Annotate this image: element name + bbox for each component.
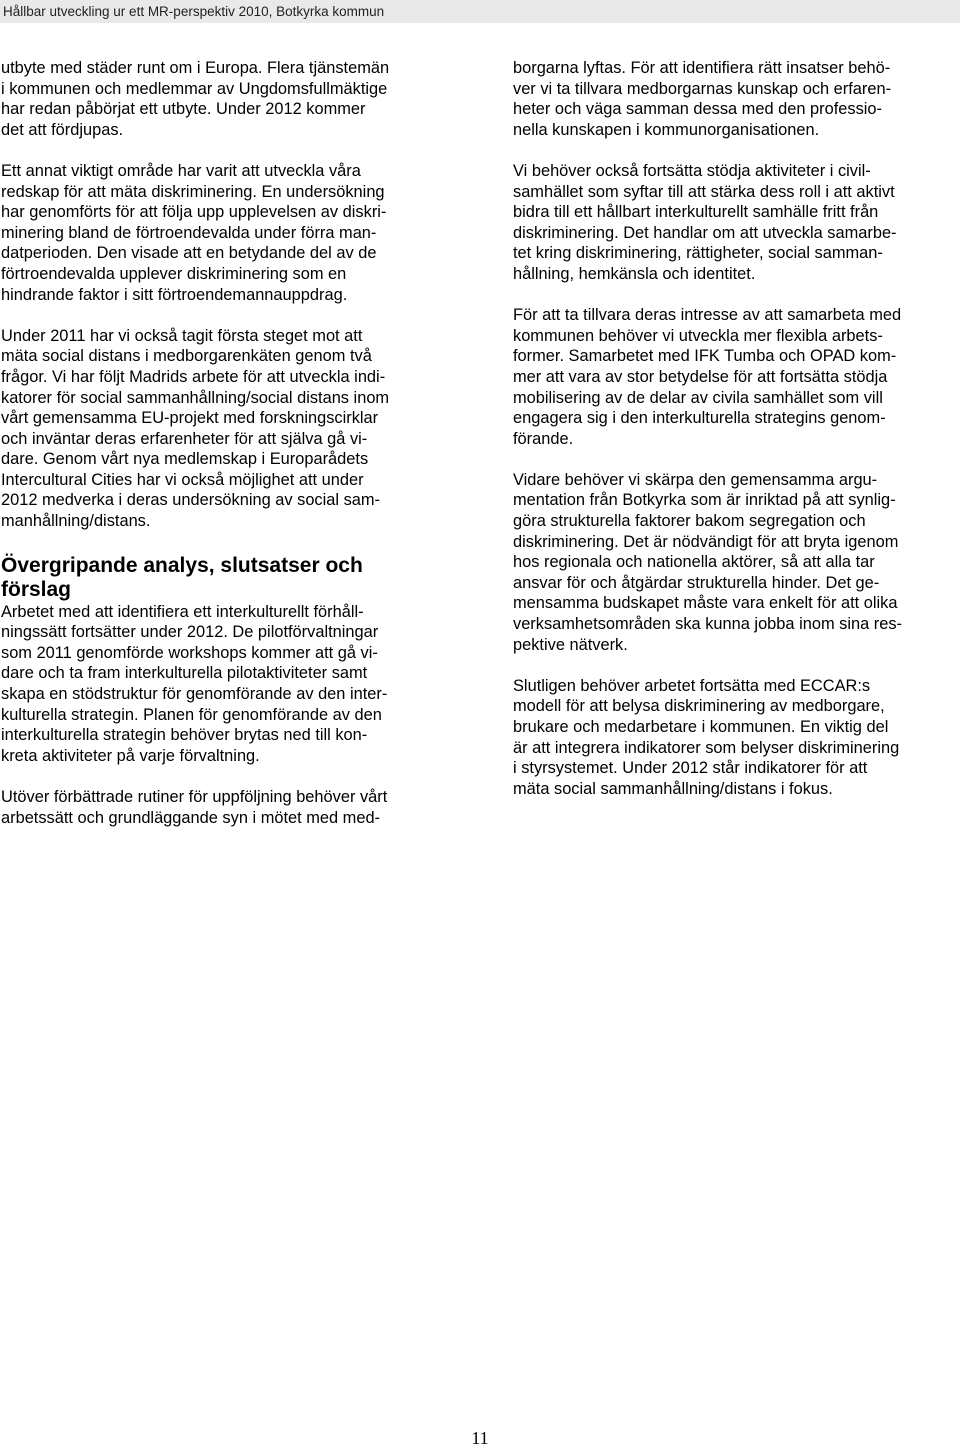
text-line: hos regionala och nationella aktörer, så att alla tar [513,553,875,572]
text-line: 2012 medverka i deras undersökning av social sam- [1,491,381,510]
text-line: förtroendevalda upplever diskriminering som en [1,264,347,283]
text-line: samhället som syftar till att stärka dess roll i att aktivt [513,182,895,201]
text-line: datperioden. Den visade att en betydande del av de [1,244,377,263]
running-header [0,0,960,23]
text-line: har genomförts för att följa upp upplevelsen av diskri- [1,203,387,222]
text-line: former. Samarbetet med IFK Tumba och OPAD kom- [513,347,897,366]
text-line: kulturella strategin. Planen för genomförande av den [1,705,382,724]
text-line: kommunen behöver vi utveckla mer flexibla arbets- [513,326,883,345]
text-line: kreta aktiviteter på varje förvaltning. [1,746,260,765]
text-line: förande. [513,429,574,448]
text-line: manhållning/distans. [1,512,151,531]
text-line: ansvar för och åtgärdar strukturella hinder. Det ge- [513,573,880,592]
text-line: redskap för att mäta diskriminering. En undersökning [1,182,385,201]
text-line: mobilisering av de delar av civila samhället som vill [513,388,883,407]
text-line: har redan påbörjat ett utbyte. Under 2012 kommer [1,100,366,119]
text-line: mensamma budskapet måste vara enkelt för att olika [513,594,898,613]
text-line: göra strukturella faktorer bakom segregation och [513,512,866,531]
text-line: utbyte med städer runt om i Europa. Flera tjänstemän [1,59,390,77]
paragraph [1,58,449,140]
text-line: och inväntar deras erfarenheter för att själva gå vi- [1,429,368,448]
text-line: minering bland de förtroendevalda under förra man- [1,223,377,242]
right-column [513,58,959,799]
left-column [1,58,449,828]
text-line: i styrsystemet. Under 2012 står indikatorer för att [513,759,868,778]
text-line: ningssätt fortsätter under 2012. De pilotförvaltningar [1,623,379,642]
text-line: heter och väga samman dessa med den professio- [513,100,882,119]
text-line: skapa en stödstruktur för genomförande av den inter- [1,685,388,704]
heading-line: förslag [1,577,72,601]
paragraph [513,305,959,449]
text-line: dare. Genom vårt nya medlemskap i Europarådets [1,450,369,469]
text-line: Vidare behöver vi skärpa den gemensamma argu- [513,470,878,489]
heading-line: Övergripande analys, slutsatser och [1,553,363,577]
text-line: verksamhetsområden ska kunna jobba inom sina res- [513,615,903,634]
text-line: mäta social distans i medborgarenkäten genom två [1,347,372,366]
running-header-title: Hållbar utveckling ur ett MR-perspektiv 2010, Botkyrka kommun [3,4,385,19]
text-line: Arbetet med att identifiera ett interkulturellt förhåll- [1,602,364,621]
text-line: tet kring diskriminering, rättigheter, social samman- [513,244,883,263]
text-line: mer att vara av stor betydelse för att fortsätta stödja [513,367,888,386]
text-line: ver vi ta tillvara medborgarnas kunskap och erfaren- [513,79,892,98]
paragraph [513,58,959,140]
text-line: arbetssätt och grundläggande syn i mötet med med- [1,808,381,827]
paragraph [1,326,449,532]
text-line: modell för att belysa diskriminering av medborgare, [513,697,885,716]
text-line: diskriminering. Det handlar om att utveckla samarbe- [513,223,897,242]
text-line: Intercultural Cities har vi också möjlighet att under [1,470,364,489]
text-line: diskriminering. Det är nödvändigt för att bryta igenom [513,532,899,551]
text-line: i kommunen och medlemmar av Ungdomsfullmäktige [1,79,388,98]
text-line: För att ta tillvara deras intresse av att samarbeta med [513,306,902,325]
text-line: är att integrera indikatorer som belyser diskriminering [513,738,900,757]
paragraph [513,470,959,655]
paragraph [1,602,449,767]
text-line: Utöver förbättrade rutiner för uppföljning behöver vårt [1,788,388,806]
text-line: Vi behöver också fortsätta stödja aktiviteter i civil- [513,161,871,180]
text-line: som 2011 genomförde workshops kommer att gå vi- [1,643,378,662]
text-line: mäta social sammanhållning/distans i fokus. [513,779,833,798]
text-line: nella kunskapen i kommunorganisationen. [513,120,820,139]
text-line: hindrande faktor i sitt förtroendemannauppdrag. [1,285,348,304]
paragraph [513,676,959,800]
text-line: borgarna lyftas. För att identifiera rätt insatser behö- [513,59,891,77]
text-line: Slutligen behöver arbetet fortsätta med ECCAR:s [513,676,871,695]
text-line: engagera sig i den interkulturella strategins genom- [513,409,886,428]
text-line: brukare och medarbetare i kommunen. En viktig del [513,718,889,736]
text-line: mentation från Botkyrka som är inriktad på att synlig- [513,491,896,510]
paragraph [1,161,449,305]
text-line: det att fördjupas. [1,120,124,139]
page-number: 11 [471,1428,489,1448]
paragraph [513,161,959,285]
text-line: bidra till ett hållbart interkulturellt samhälle fritt från [513,203,879,222]
text-line: Ett annat viktigt område har varit att utveckla våra [1,161,361,180]
text-line: Under 2011 har vi också tagit första steget mot att [1,326,363,345]
text-line: pektive nätverk. [513,635,628,654]
paragraph [1,787,449,828]
text-line: hållning, hemkänsla och identitet. [513,264,756,283]
text-line: vårt gemensamma EU-projekt med forskningscirklar [1,409,379,428]
text-line: frågor. Vi har följt Madrids arbete för att utveckla indi- [1,367,386,386]
text-line: interkulturella strategin behöver brytas ned till kon- [1,726,368,745]
text-line: katorer för social sammanhållning/social distans inom [1,388,390,407]
section-heading [1,554,449,602]
text-line: dare och ta fram interkulturella pilotaktiviteter samt [1,664,368,683]
